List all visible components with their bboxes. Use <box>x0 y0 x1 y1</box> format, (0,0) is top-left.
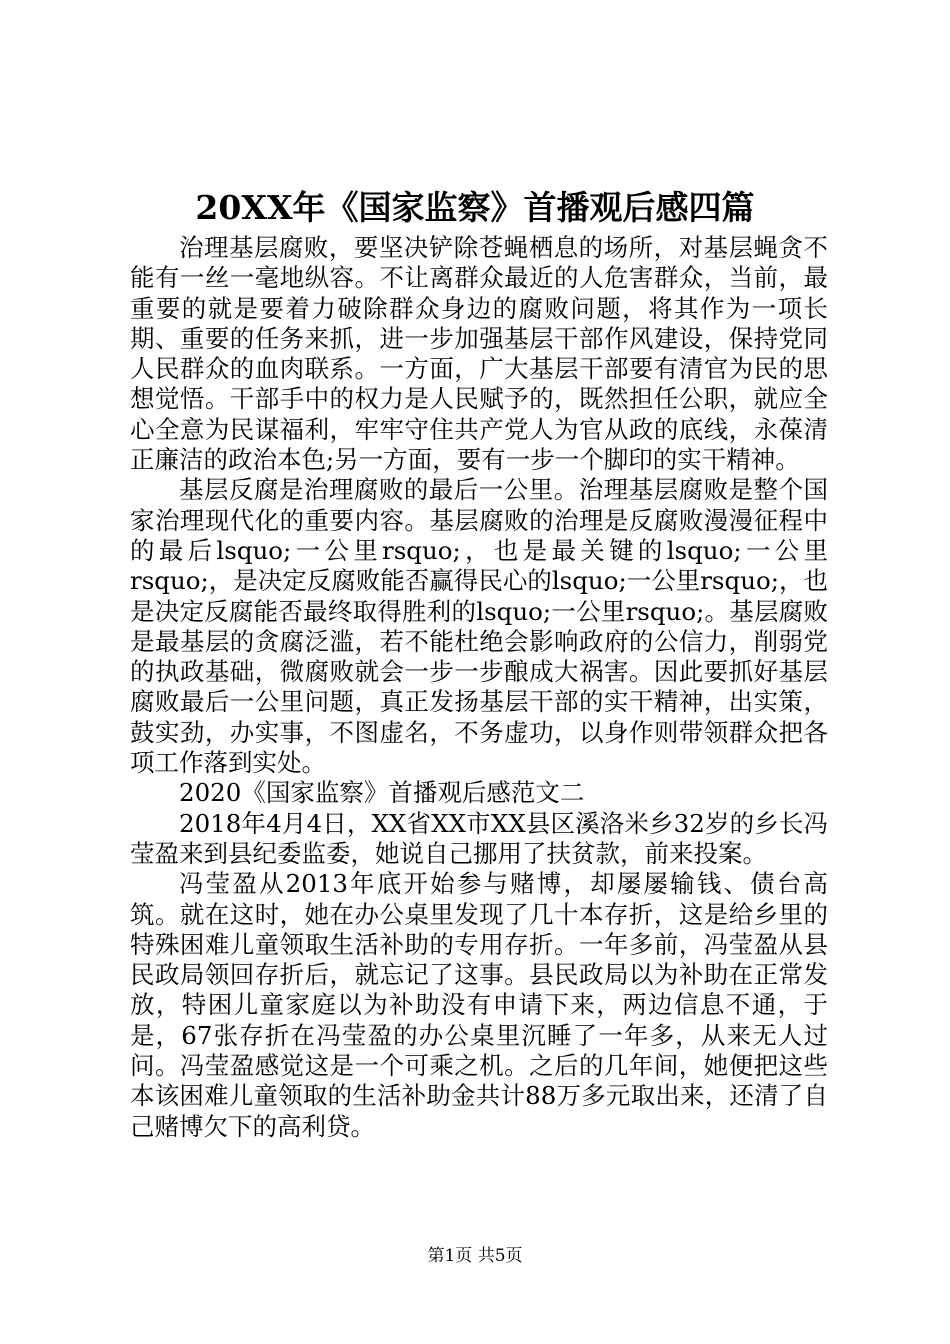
document-title: 20XX年《国家监察》首播观后感四篇 <box>195 188 755 227</box>
section-subheading: 2020《国家监察》首播观后感范文二 <box>179 778 585 808</box>
page-footer: 第1页 共5页 <box>427 1246 523 1266</box>
paragraph-4: 冯莹盈从2013年底开始参与赌博，却屡屡输钱、债台高筑。就在这时，她在办公桌里发现了几十本存折，这是给乡里的特殊困难儿童领取生活补助的专用存折。一年多前，冯莹盈从县民政局领回存折后，就忘记了这事。县民政局以为补助在正常发放，特困儿童家庭以为补助没有申请下来，两边信息不通，于是，67张存折在冯莹盈的办公桌里沉睡了一年多，从来无人过问。冯莹盈感觉这是一个可乘之机。之后的几年间，她便把这些本该困难儿童领取的生活补助金共计88万多元取出来，还清了自己赌博欠下的高利贷。 <box>130 869 828 1141</box>
document-body <box>130 233 828 1142</box>
paragraph-1: 治理基层腐败，要坚决铲除苍蝇栖息的场所，对基层蝇贪不能有一丝一毫地纵容。不让离群众最近的人危害群众，当前，最重要的就是要着力破除群众身边的腐败问题，将其作为一项长期、重要的任务来抓，进一步加强基层干部作风建设，保持党同人民群众的血肉联系。一方面，广大基层干部要有清官为民的思想觉悟。干部手中的权力是人民赋予的，既然担任公职，就应全心全意为民谋福利，牢牢守住共产党人为官从政的底线，永葆清正廉洁的政治本色;另一方面，要有一步一个脚印的实干精神。 <box>130 233 828 475</box>
paragraph-2: 基层反腐是治理腐败的最后一公里。治理基层腐败是整个国家治理现代化的重要内容。基层腐败的治理是反腐败漫漫征程中的最后lsquo;一公里rsquo;，也是最关键的lsquo;一公里rsquo;，是决定反腐败能否赢得民心的lsquo;一公里rsquo;，也是决定反腐能否最终取得胜利的lsquo;一公里rsquo;。基层腐败是最基层的贪腐泛滥，若不能杜绝会影响政府的公信力，削弱党的执政基础，微腐败就会一步一步酿成大祸害。因此要抓好基层腐败最后一公里问题，真正发扬基层干部的实干精神，出实策，鼓实劲，办实事，不图虚名，不务虚功，以身作则带领群众把各项工作落到实处。 <box>130 475 828 778</box>
paragraph-3: 2018年4月4日，XX省XX市XX县区溪洛米乡32岁的乡长冯莹盈来到县纪委监委，她说自己挪用了扶贫款，前来投案。 <box>130 808 828 868</box>
